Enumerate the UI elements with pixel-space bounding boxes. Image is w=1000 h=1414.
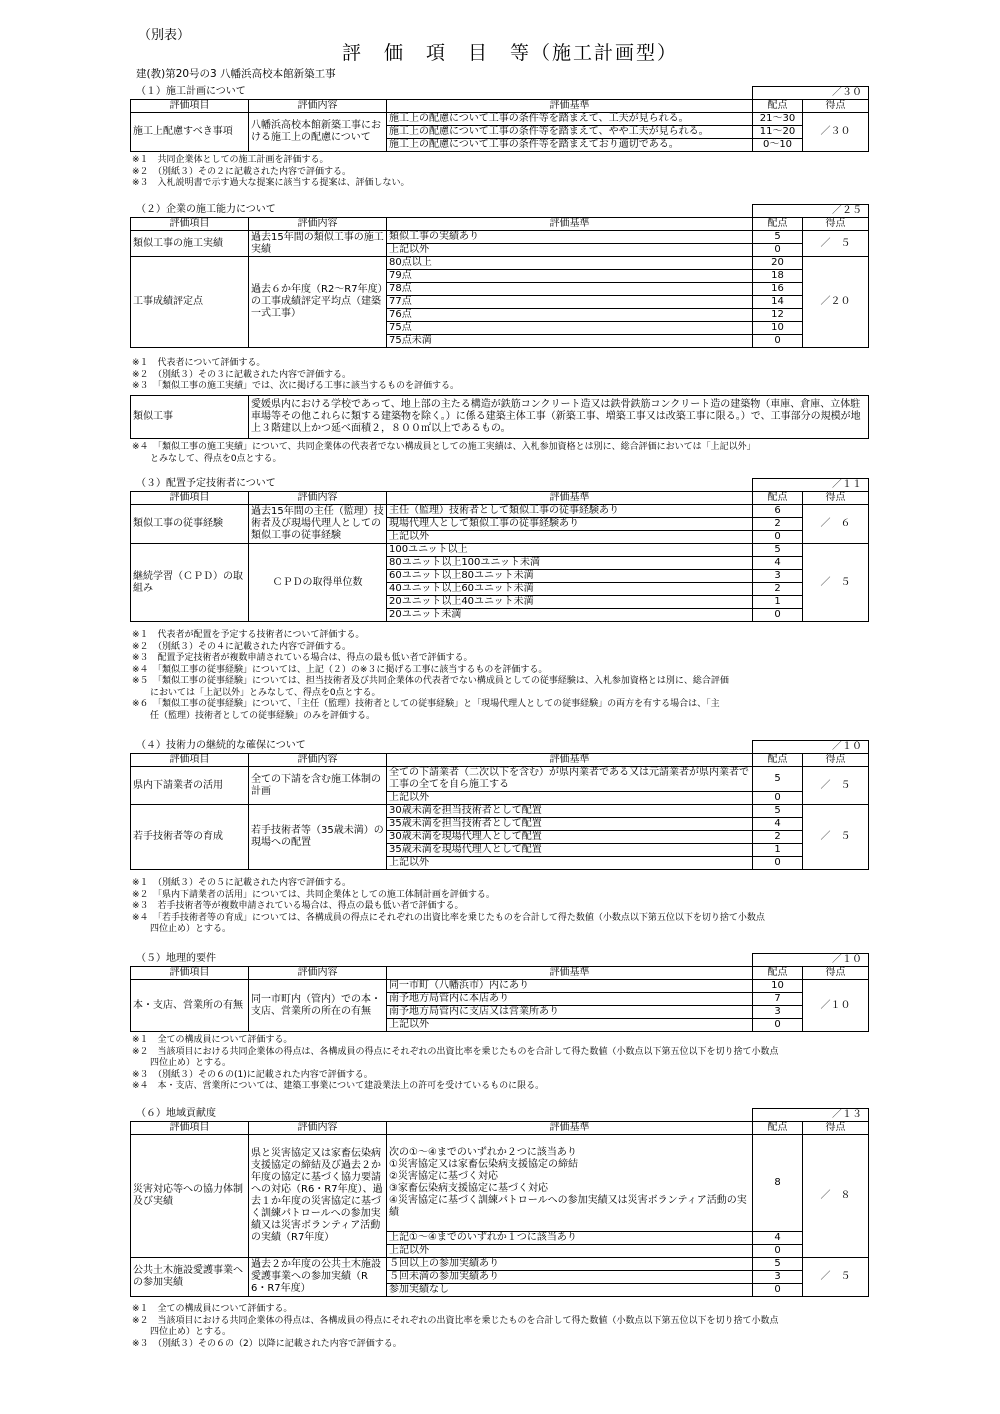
score-cell: ／ ５ [803, 805, 869, 870]
section-3-table [130, 478, 869, 622]
note: ※２ （別紙３）その４に記載された内容で評価する。 [132, 641, 352, 652]
header-score: 得点 [803, 967, 869, 980]
points-cell: 7 [753, 993, 803, 1006]
header-content: 評価内容 [249, 100, 387, 113]
header-points: 配点 [753, 1122, 803, 1135]
criteria-row: ５回以上の参加実績あり [387, 1258, 753, 1271]
note: ※３ 「類似工事の施工実績」では、次に掲げる工事に該当するものを評価する。 [132, 381, 460, 391]
score-cell: ／１０ [803, 980, 869, 1032]
section-2-notes [132, 358, 872, 393]
criteria-row: 40ユニット以上60ユニット未満 [387, 583, 753, 596]
points-cell: 4 [753, 1232, 803, 1245]
note: においては「上記以外」とみなして、得点を0点とする。 [132, 687, 381, 698]
points-cell: 5 [753, 767, 803, 792]
points-cell: 0 [753, 792, 803, 805]
item-label: 工事成績評定点 [131, 257, 249, 348]
section-5-table [130, 953, 869, 1032]
section-2-notes-2 [132, 442, 872, 465]
note: 任（監理）技術者としての従事経験」のみを評価する。 [132, 710, 376, 721]
header-score: 得点 [803, 1122, 869, 1135]
points-cell: 12 [753, 309, 803, 322]
criteria-row: 上記以外 [387, 857, 753, 870]
points-cell: 0 [753, 531, 803, 544]
header-item: 評価項目 [131, 218, 249, 231]
criteria-row: 80点以上 [387, 257, 753, 270]
criteria-line: ④災害協定に基づく訓練パトロールへの参加実績又は災害ボランティア活動の実績 [389, 1195, 747, 1218]
header-content: 評価内容 [249, 1122, 387, 1135]
section-1-table [130, 86, 869, 152]
points-cell: 18 [753, 270, 803, 283]
note: ※４ 「類似工事の施工実績」について、共同企業体の代表者でない構成員としての施工実績は、入札参加資格とは別に、総合評価においては「上記以外」 [132, 442, 756, 452]
note: ※３ 入札説明書で示す過大な提案に該当する提案は、評価しない。 [132, 178, 410, 188]
criteria-row: 上記以外 [387, 1019, 753, 1032]
content-label: 県と災害協定又は家畜伝染病支援協定の締結及び過去２か年度の協定に基づく協力要請への対応（R6・R7年度）、過去１か年度の災害協定に基づく訓練パトロールへの参加実績又は災害ボランティア活動の実績（R7年度） [249, 1135, 387, 1258]
header-points: 配点 [753, 218, 803, 231]
note: ※２ 当該項目における共同企業体の得点は、各構成員の得点にそれぞれの出資比率を乗じたものを合計して得た数値（小数点以下第五位以下を切り捨て小数点 [132, 1315, 779, 1326]
header-criteria: 評価基準 [387, 1122, 753, 1135]
points-cell: 20 [753, 257, 803, 270]
note: ※４ 「若手技術者等の育成」については、各構成員の得点にそれぞれの出資比率を乗じたものを合計して得た数値（小数点以下第五位以下を切り捨て小数点 [132, 912, 765, 923]
points-cell: 0～10 [753, 139, 803, 152]
score-cell: ／ ５ [803, 231, 869, 257]
criteria-row: 上記以外 [387, 792, 753, 805]
criteria-row: 現場代理人として類似工事の従事経験あり [387, 518, 753, 531]
note: ※４ 「類似工事の従事経験」については、上記（２）の※３に掲げる工事に該当するものを評価する。 [132, 664, 548, 675]
note: ※１ 代表者について評価する。 [132, 358, 266, 368]
points-cell: 0 [753, 1284, 803, 1297]
points-cell: 4 [753, 557, 803, 570]
points-cell: 0 [753, 335, 803, 348]
section-5-total: ／１０ [753, 954, 869, 967]
points-cell: 1 [753, 844, 803, 857]
criteria-line: 次の①～④までのいずれか２つに該当あり [389, 1147, 577, 1158]
note: ※６ 「類似工事の従事経験」について、「主任（監理）技術者としての従事経験」と「現場代理人としての従事経験」の両方を有する場合は、「主 [132, 699, 720, 709]
note: ※３ （別紙３）その６の（2）以降に記載された内容で評価する。 [132, 1338, 402, 1349]
item-label: 県内下請業者の活用 [131, 767, 249, 805]
header-score: 得点 [803, 492, 869, 505]
item-label: 災害対応等への協力体制及び実績 [131, 1135, 249, 1258]
header-content: 評価内容 [249, 218, 387, 231]
points-cell: 6 [753, 505, 803, 518]
points-cell: 1 [753, 596, 803, 609]
criteria-row: 主任（監理）技術者として類似工事の従事経験あり [387, 505, 753, 518]
header-points: 配点 [753, 100, 803, 113]
section-6-table [130, 1108, 869, 1297]
points-cell: 4 [753, 818, 803, 831]
content-label: 過去15年間の類似工事の施工実績 [249, 231, 387, 257]
header-criteria: 評価基準 [387, 754, 753, 767]
note: 四位止め）とする。 [132, 1058, 232, 1068]
criteria-row: 35歳未満を現場代理人として配置 [387, 844, 753, 857]
section-3-notes [132, 630, 872, 722]
criteria-row: ５回未満の参加実績あり [387, 1271, 753, 1284]
section-6-total: ／１３ [753, 1109, 869, 1122]
points-cell: 8 [753, 1135, 803, 1232]
section-6-title: （６）地域貢献度 [136, 1108, 216, 1119]
item-label: 類似工事の施工実績 [131, 231, 249, 257]
points-cell: 5 [753, 805, 803, 818]
points-cell: 10 [753, 322, 803, 335]
section-1-title: （１）施工計画について [136, 86, 246, 97]
criteria-row: 類似工事の実績あり [387, 231, 753, 244]
criteria-row: 75点未満 [387, 335, 753, 348]
criteria-row: 上記以外 [387, 531, 753, 544]
header-criteria: 評価基準 [387, 967, 753, 980]
item-label: 公共土木施設愛護事業への参加実績 [131, 1258, 249, 1297]
item-label: 類似工事の従事経験 [131, 505, 249, 544]
section-2-table [130, 204, 869, 348]
points-cell: 5 [753, 544, 803, 557]
header-score: 得点 [803, 100, 869, 113]
header-score: 得点 [803, 218, 869, 231]
section-4-table [130, 740, 869, 870]
section-4-title: （４）技術力の継続的な確保について [136, 740, 306, 751]
content-label: 若手技術者等（35歳未満）の現場への配置 [249, 805, 387, 870]
content-label: 過去６か年度（R2～R7年度）の工事成績評定平均点（建築一式工事） [249, 257, 387, 348]
criteria-row: 施工上の配慮について工事の条件等を踏まえており適切である。 [387, 139, 753, 152]
criteria-row: 同一市町（八幡浜市）内にあり [387, 980, 753, 993]
header-item: 評価項目 [131, 492, 249, 505]
note: ※４ 本・支店、営業所については、建築工事業について建設業法上の許可を受けているものに限る。 [132, 1081, 545, 1091]
criteria-row: 20ユニット未満 [387, 609, 753, 622]
similar-work-text: 愛媛県内における学校であって、地上部の主たる構造が鉄筋コンクリート造又は鉄骨鉄筋コンクリート造の建築物（車庫、倉庫、立体駐車場等その他これらに類する建築物を除く。）に係る建築主体工事（新築工事、増築工事又は改築工事に限る。）で、工事部分の規模が地上３階建以上かつ延べ面積２，８００㎡以上であるもの。 [249, 396, 869, 439]
section-2-total: ／２５ [753, 205, 869, 218]
score-cell: ／３０ [803, 113, 869, 152]
points-cell: 0 [753, 1245, 803, 1258]
points-cell: 3 [753, 570, 803, 583]
points-cell: 3 [753, 1271, 803, 1284]
score-cell: ／ ８ [803, 1135, 869, 1258]
note: ※１ 共同企業体としての施工計画を評価する。 [132, 155, 329, 165]
points-cell: 0 [753, 244, 803, 257]
content-label: 過去２か年度の公共土木施設愛護事業への参加実績（R6・R7年度） [249, 1258, 387, 1297]
header-points: 配点 [753, 967, 803, 980]
points-cell: 0 [753, 1019, 803, 1032]
content-label: 過去15年間の主任（監理）技術者及び現場代理人としての類似工事の従事経験 [249, 505, 387, 544]
similar-work-definition [130, 395, 869, 439]
criteria-row: 参加実績なし [387, 1284, 753, 1297]
criteria-line: ③家畜伝染病支援協定に基づく対応 [389, 1183, 548, 1194]
section-5-notes [132, 1035, 872, 1093]
content-label: ＣＰＤの取得単位数 [249, 544, 387, 622]
criteria-row: 施工上の配慮について工事の条件等を踏まえて、工夫が見られる。 [387, 113, 753, 126]
note: ※３ 配置予定技術者が複数申請されている場合は、得点の最も低い者で評価する。 [132, 653, 473, 663]
note: ※２ （別紙３）その３に記載された内容で評価する。 [132, 369, 352, 380]
points-cell: 11～20 [753, 126, 803, 139]
item-label: 継続学習（ＣＰＤ）の取組み [131, 544, 249, 622]
criteria-row: 75点 [387, 322, 753, 335]
criteria-row: 80ユニット以上100ユニット未満 [387, 557, 753, 570]
criteria-row: 76点 [387, 309, 753, 322]
criteria-row: 全ての下請業者（二次以下を含む）が県内業者である又は元請業者が県内業者で工事の全てを自ら施工する [387, 767, 753, 792]
header-content: 評価内容 [249, 967, 387, 980]
similar-work-label: 類似工事 [131, 396, 249, 439]
criteria-row: 78点 [387, 283, 753, 296]
points-cell: 21～30 [753, 113, 803, 126]
section-1-total: ／３０ [753, 87, 869, 100]
note: ※１ （別紙３）その５に記載された内容で評価する。 [132, 878, 352, 888]
criteria-line: ②災害協定に基づく対応 [389, 1171, 498, 1182]
score-cell: ／２０ [803, 257, 869, 348]
criteria-row: 20ユニット以上40ユニット未満 [387, 596, 753, 609]
header-criteria: 評価基準 [387, 218, 753, 231]
header-criteria: 評価基準 [387, 100, 753, 113]
item-label: 若手技術者等の育成 [131, 805, 249, 870]
criteria-row: 30歳未満を現場代理人として配置 [387, 831, 753, 844]
note: ※２ 「県内下請業者の活用」については、共同企業体としての施工体制計画を評価する。 [132, 889, 495, 900]
points-cell: 0 [753, 609, 803, 622]
score-cell: ／ ６ [803, 505, 869, 544]
criteria-row: 南予地方局管内に本店あり [387, 993, 753, 1006]
header-content: 評価内容 [249, 754, 387, 767]
points-cell: 2 [753, 518, 803, 531]
criteria-row: 77点 [387, 296, 753, 309]
section-2-title: （２）企業の施工能力について [136, 204, 276, 215]
section-4-total: ／１０ [753, 741, 869, 754]
criteria-row: 100ユニット以上 [387, 544, 753, 557]
score-cell: ／ ５ [803, 1258, 869, 1297]
note: ※１ 全ての構成員について評価する。 [132, 1304, 293, 1314]
criteria-row: 南予地方局管内に支店又は営業所あり [387, 1006, 753, 1019]
note: ※２ 当該項目における共同企業体の得点は、各構成員の得点にそれぞれの出資比率を乗じたものを合計して得た数値（小数点以下第五位以下を切り捨て小数点 [132, 1046, 779, 1057]
points-cell: 3 [753, 1006, 803, 1019]
criteria-row: 上記以外 [387, 1245, 753, 1258]
section-3-total: ／１１ [753, 479, 869, 492]
content-label: 同一市町内（管内）での本・支店、営業所の所在の有無 [249, 980, 387, 1032]
annex-label: （別表） [138, 28, 191, 43]
item-label: 施工上配慮すべき事項 [131, 113, 249, 152]
header-criteria: 評価基準 [387, 492, 753, 505]
note: ※３ 若手技術者等が複数申請されている場合は、得点の最も低い者で評価する。 [132, 901, 464, 911]
criteria-row: 上記①～④までのいずれか１つに該当あり [387, 1232, 753, 1245]
points-cell: 10 [753, 980, 803, 993]
content-label: 全ての下請を含む施工体制の計画 [249, 767, 387, 805]
points-cell: 2 [753, 583, 803, 596]
header-item: 評価項目 [131, 967, 249, 980]
score-cell: ／ ５ [803, 767, 869, 805]
header-item: 評価項目 [131, 100, 249, 113]
item-label: 本・支店、営業所の有無 [131, 980, 249, 1032]
section-4-notes [132, 878, 872, 936]
header-content: 評価内容 [249, 492, 387, 505]
section-5-title: （５）地理的要件 [136, 953, 216, 964]
note: ※３ （別紙３）その６の(1)に記載された内容で評価する。 [132, 1069, 373, 1080]
criteria-row: 79点 [387, 270, 753, 283]
page-title: 評 価 項 目 等（施工計画型） [342, 42, 679, 64]
criteria-multi [387, 1135, 753, 1232]
project-name: 建(教)第20号の3 八幡浜高校本館新築工事 [136, 68, 336, 80]
score-cell: ／ ５ [803, 544, 869, 622]
note: ※２ （別紙３）その２に記載された内容で評価する。 [132, 166, 352, 177]
header-points: 配点 [753, 492, 803, 505]
header-points: 配点 [753, 754, 803, 767]
note: とみなして、得点を0点とする。 [132, 453, 282, 464]
content-label: 八幡浜高校本館新築工事における施工上の配慮について [249, 113, 387, 152]
section-1-notes [132, 155, 872, 190]
header-score: 得点 [803, 754, 869, 767]
criteria-line: ①災害協定又は家畜伝染病支援協定の締結 [389, 1159, 578, 1170]
criteria-row: 60ユニット以上80ユニット未満 [387, 570, 753, 583]
header-item: 評価項目 [131, 754, 249, 767]
points-cell: 5 [753, 231, 803, 244]
note: ※５ 「類似工事の従事経験」については、担当技術者及び共同企業体の代表者でない構成員としての従事経験は、入札参加資格とは別に、総合評価 [132, 676, 729, 686]
note: ※１ 代表者が配置を予定する技術者について評価する。 [132, 630, 365, 640]
criteria-row: 上記以外 [387, 244, 753, 257]
header-item: 評価項目 [131, 1122, 249, 1135]
points-cell: 0 [753, 857, 803, 870]
note: 四位止め）とする。 [132, 1327, 232, 1337]
note: 四位止め）とする。 [132, 924, 232, 934]
points-cell: 14 [753, 296, 803, 309]
criteria-row: 35歳未満を担当技術者として配置 [387, 818, 753, 831]
criteria-row: 30歳未満を担当技術者として配置 [387, 805, 753, 818]
section-6-notes [132, 1304, 872, 1350]
criteria-row: 施工上の配慮について工事の条件等を踏まえて、やや工夫が見られる。 [387, 126, 753, 139]
section-3-title: （３）配置予定技術者について [136, 478, 276, 489]
points-cell: 5 [753, 1258, 803, 1271]
points-cell: 16 [753, 283, 803, 296]
note: ※１ 全ての構成員について評価する。 [132, 1035, 293, 1045]
points-cell: 2 [753, 831, 803, 844]
